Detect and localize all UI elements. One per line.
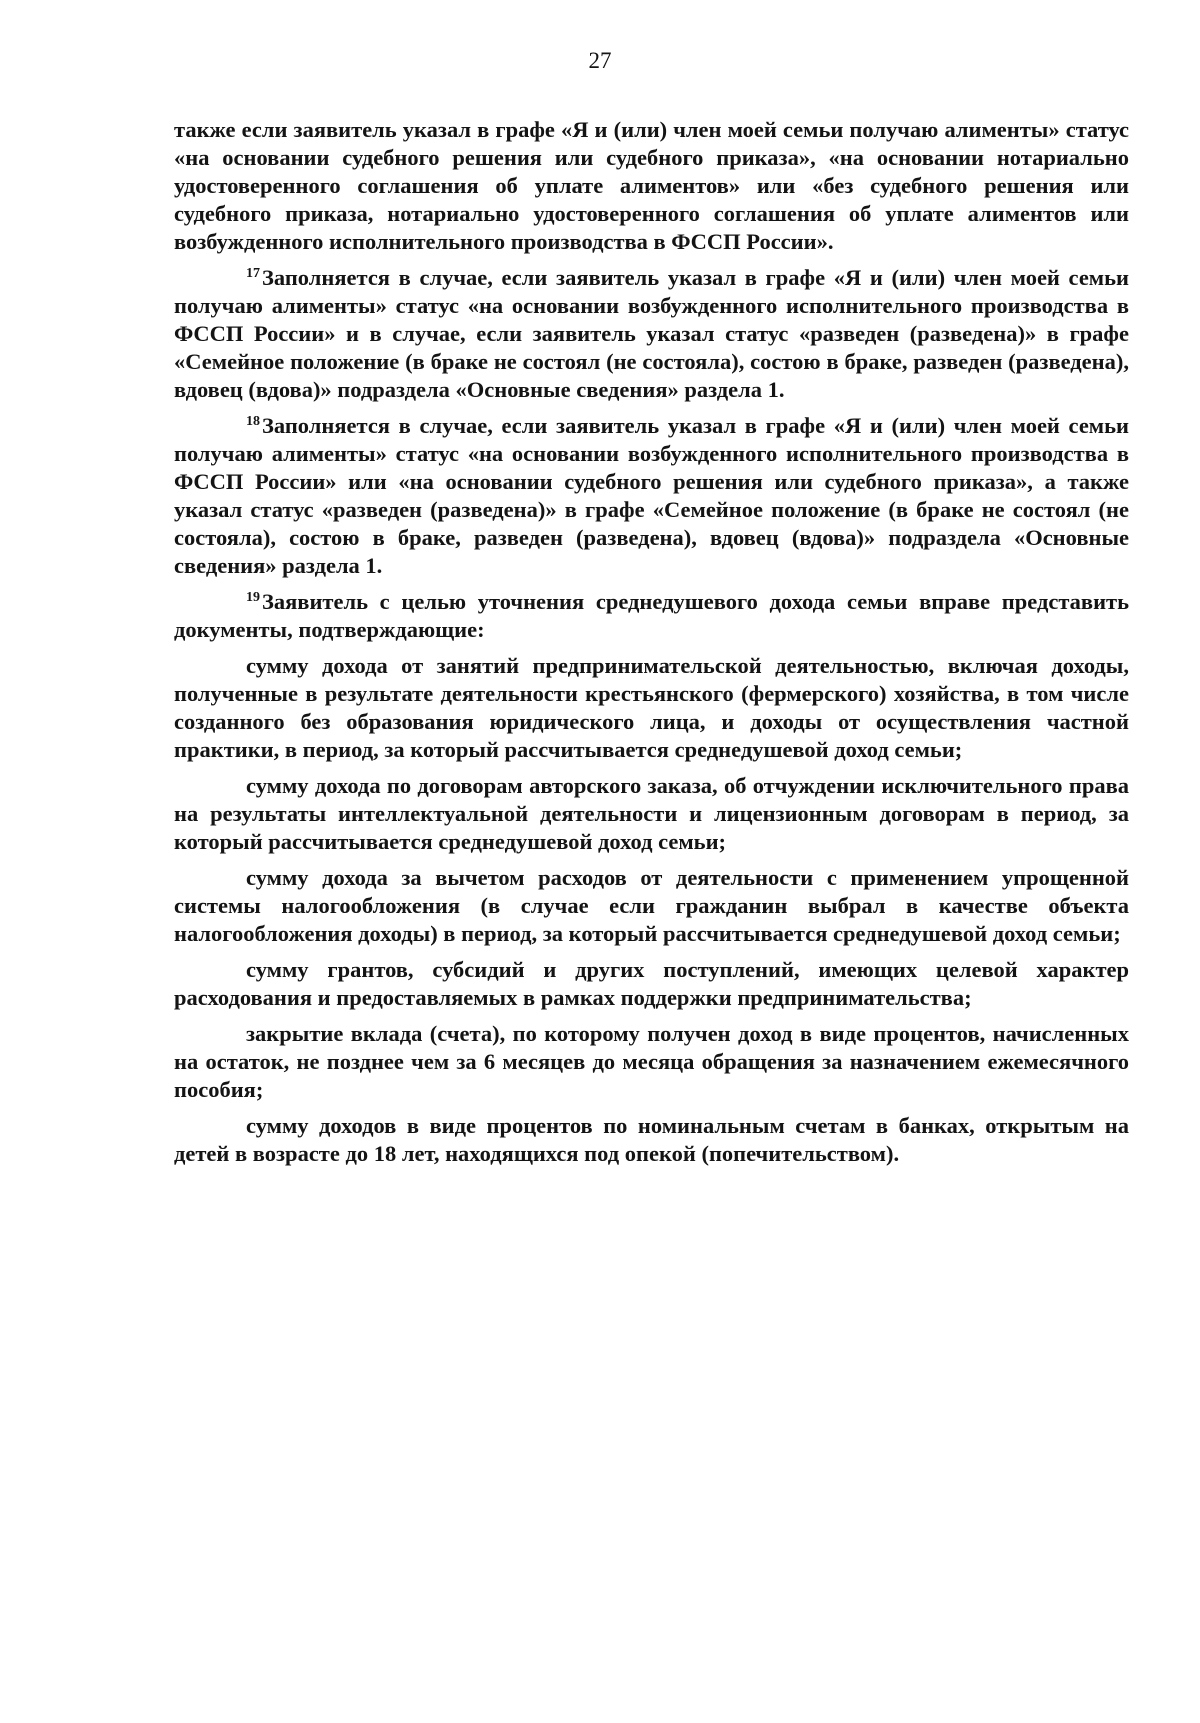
list-item — [174, 772, 1129, 856]
document-body — [174, 116, 1129, 1176]
footnote-17 — [174, 264, 1129, 404]
paragraph-text: сумму грантов, субсидий и других поступлений, имеющих целевой характер расходования и предоставляемых в рамках поддержки предпринимательства; — [174, 957, 1129, 1010]
paragraph-text: закрытие вклада (счета), по которому получен доход в виде процентов, начисленных на остаток, не позднее чем за 6 месяцев до месяца обращения за назначением ежемесячного пособия; — [174, 1021, 1129, 1102]
footnote-marker: 17 — [246, 266, 260, 281]
paragraph-text: сумму доходов в виде процентов по номинальным счетам в банках, открытым на детей в возрасте до 18 лет, находящихся под опекой (попечительством). — [174, 1113, 1129, 1166]
paragraph-text: Заявитель с целью уточнения среднедушевого дохода семьи вправе представить документы, подтверждающие: — [174, 589, 1129, 642]
footnote-18 — [174, 412, 1129, 580]
list-item — [174, 652, 1129, 764]
footnote-19 — [174, 588, 1129, 644]
list-item — [174, 956, 1129, 1012]
paragraph-continuation — [174, 116, 1129, 256]
list-item — [174, 1020, 1129, 1104]
paragraph-text: Заполняется в случае, если заявитель указал в графе «Я и (или) член моей семьи получаю алименты» статус «на основании возбужденного исполнительного производства в ФССП России» и в случае, если заявитель указал статус «разведен (разведена)» в графе «Семейное положение (в браке не состоял (не состояла), состою в браке, разведен (разведена), вдовец (вдова)» подраздела «Основные сведения» раздела 1. — [174, 265, 1129, 402]
footnote-marker: 18 — [246, 414, 260, 429]
paragraph-text: Заполняется в случае, если заявитель указал в графе «Я и (или) член моей семьи получаю алименты» статус «на основании возбужденного исполнительного производства в ФССП России» или «на основании судебного решения или судебного приказа», а также указал статус «разведен (разведена)» в графе «Семейное положение (в браке не состоял (не состояла), состою в браке, разведен (разведена), вдовец (вдова)» подраздела «Основные сведения» раздела 1. — [174, 413, 1129, 578]
paragraph-text: сумму дохода за вычетом расходов от деятельности с применением упрощенной системы налогообложения (в случае если гражданин выбрал в качестве объекта налогообложения доходы) в период, за который рассчитывается среднедушевой доход семьи; — [174, 865, 1129, 946]
footnote-marker: 19 — [246, 590, 260, 605]
paragraph-text: также если заявитель указал в графе «Я и (или) член моей семьи получаю алименты» статус «на основании судебного решения или судебного приказа», «на основании нотариально удостоверенного соглашения об уплате алиментов» или «без судебного решения или судебного приказа, нотариально удостоверенного соглашения об уплате алиментов или возбужденного исполнительного производства в ФССП России». — [174, 117, 1129, 254]
paragraph-text: сумму дохода по договорам авторского заказа, об отчуждении исключительного права на результаты интеллектуальной деятельности и лицензионным договорам в период, за который рассчитывается среднедушевой доход семьи; — [174, 773, 1129, 854]
page-number: 27 — [588, 48, 612, 73]
paragraph-text: сумму дохода от занятий предпринимательской деятельностью, включая доходы, полученные в результате деятельности крестьянского (фермерского) хозяйства, в том числе созданного без образования юридического лица, и доходы от осуществления частной практики, в период, за который рассчитывается среднедушевой доход семьи; — [174, 653, 1129, 762]
list-item — [174, 1112, 1129, 1168]
list-item — [174, 864, 1129, 948]
